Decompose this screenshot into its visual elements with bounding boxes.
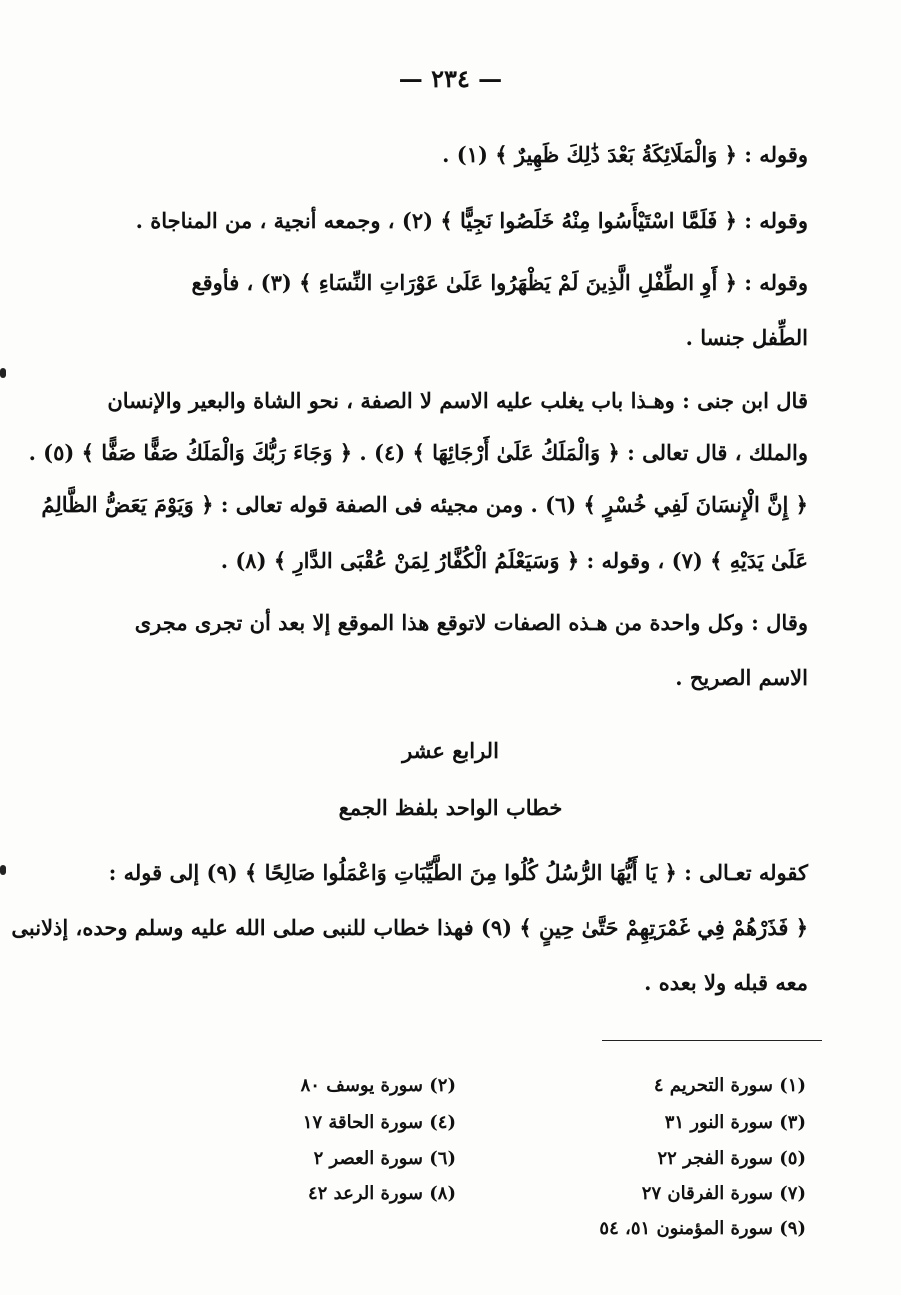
footnote: (٤) سورة الحاقة ١٧ xyxy=(302,1112,456,1133)
footnote: (٨) سورة الرعد ٤٢ xyxy=(308,1183,456,1204)
text-line: وقوله : ﴿ أَوِ الطِّفْلِ الَّذِينَ لَمْ يَظْهَرُوا عَلَىٰ عَوْرَاتِ النِّسَاءِ ﴾ (٣) ، فأوقع xyxy=(191,270,808,295)
text-line: قال ابن جنى : وهـذا باب يغلب عليه الاسم لا الصفة ، نحو الشاة والبعير والإنسان xyxy=(107,388,808,413)
text-line: ﴿ فَذَرْهُمْ فِي غَمْرَتِهِمْ حَتَّىٰ حِينٍ ﴾ (٩) فهذا خطاب للنبى صلى الله عليه وسلم وحده، إذلانبى xyxy=(11,915,808,940)
text-line: ﴿ إِنَّ الْإِنسَانَ لَفِي خُسْرٍ ﴾ (٦) . ومن مجيئه فى الصفة قوله تعالى : ﴿ وَيَوْمَ يَعَضُّ الظَّالِمُ xyxy=(41,492,808,517)
text-line: كقوله تعـالى : ﴿ يَا أَيُّهَا الرُّسُلُ كُلُوا مِنَ الطَّيِّبَاتِ وَاعْمَلُوا صَالِحًا ﴾ (٩) إلى قوله : xyxy=(108,860,808,885)
section-number: الرابع عشر xyxy=(402,738,499,763)
scan-margin-mark xyxy=(0,368,6,378)
footnote: (٥) سورة الفجر ٢٢ xyxy=(657,1148,806,1169)
footnote: (١) سورة التحريم ٤ xyxy=(653,1075,806,1096)
footnote: (٩) سورة المؤمنون ٥١، ٥٤ xyxy=(599,1218,806,1239)
text-line: وقوله : ﴿ وَالْمَلَائِكَةُ بَعْدَ ذَٰلِكَ ظَهِيرٌ ﴾ (١) . xyxy=(442,142,808,167)
footnote-divider xyxy=(602,1040,822,1041)
text-line: والملك ، قال تعالى : ﴿ وَالْمَلَكُ عَلَىٰ أَرْجَائِهَا ﴾ (٤) . ﴿ وَجَاءَ رَبُّكَ وَالْمَلَكُ صَفًّا صَفًّا ﴾ (٥) . xyxy=(28,440,808,465)
footnote: (٣) سورة النور ٣١ xyxy=(664,1112,806,1133)
scan-margin-mark xyxy=(0,865,6,875)
text-line: الطِّفل جنسا . xyxy=(685,325,808,350)
text-line: عَلَىٰ يَدَيْهِ ﴾ (٧) ، وقوله : ﴿ وَسَيَعْلَمُ الْكُفَّارُ لِمَنْ عُقْبَى الدَّارِ ﴾ (٨) . xyxy=(220,548,808,573)
footnote: (٦) سورة العصر ٢ xyxy=(313,1148,456,1169)
footnote: (٢) سورة يوسف ٨٠ xyxy=(300,1075,456,1096)
text-line: وقال : وكل واحدة من هـذه الصفات لاتوقع هذا الموقع إلا بعد أن تجرى مجرى xyxy=(134,610,808,635)
text-line: وقوله : ﴿ فَلَمَّا اسْتَيْأَسُوا مِنْهُ خَلَصُوا نَجِيًّا ﴾ (٢) ، وجمعه أنجية ، من المناجاة . xyxy=(135,208,808,233)
text-line: معه قبله ولا بعده . xyxy=(644,970,808,995)
page-number: — ٢٣٤ — xyxy=(398,64,503,93)
section-title: خطاب الواحد بلفظ الجمع xyxy=(338,795,563,820)
footnote: (٧) سورة الفرقان ٢٧ xyxy=(641,1183,806,1204)
text-line: الاسم الصريح . xyxy=(675,665,808,690)
